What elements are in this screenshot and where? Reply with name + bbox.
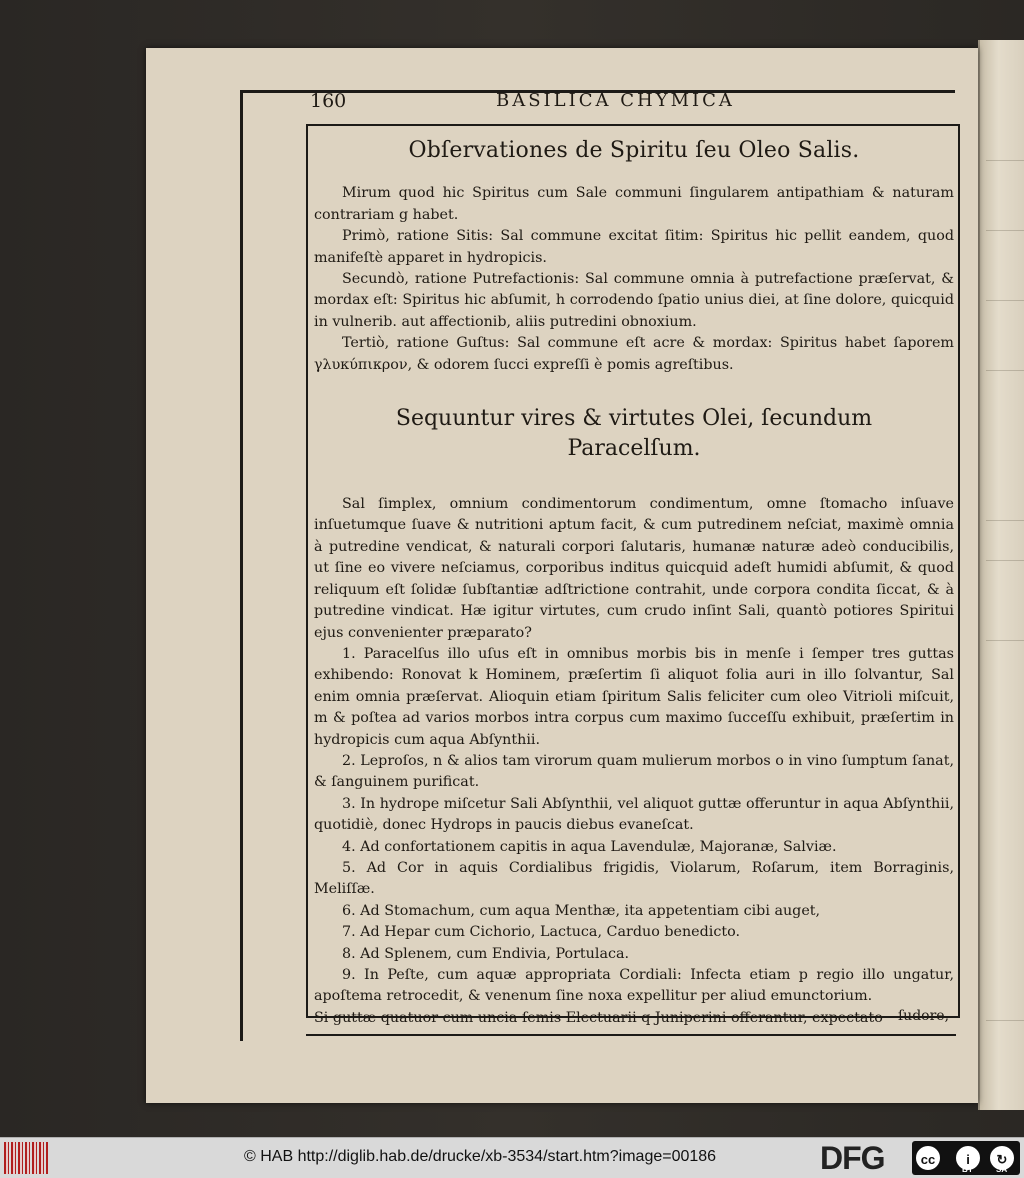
- barcode-icon: [4, 1142, 48, 1174]
- catchword: ſudore,: [898, 1008, 950, 1024]
- list-item: Si guttæ quatuor cum uncia ſemis Electuarii q Juniperini offerantur, expectato: [314, 1009, 883, 1026]
- intro-paragraph: Sal ſimplex, omnium condimentorum condimentum, omne ſtomacho inſuave inſuetumque ſuave & nutritioni aptum facit, & cum putredinem neſciat, maximè omnia à putredine vendicat, & naturali corpori ſalutaris, humanæ naturæ adeò conducibilis, ut ſine eo vivere neſciamus, corporibus inditus quicquid adeſt humidi abſumit, & quod reliquum eſt ſolidæ ſubſtantiæ adſtrictione contrahit, unde corpora condita ſiccat, & à putredine vindicat. Hæ igitur virtutes, cum crudo inſint Sali, quantò potiores Spiritui ejus convenienter præparato?: [314, 496, 954, 641]
- list-item: 5. Ad Cor in aquis Cordialibus frigidis, Violarum, Roſarum, item Borraginis, Meliſſæ.: [314, 859, 954, 898]
- paragraph: Secundò, ratione Putrefactionis: Sal commune omnia à putrefactione præſervat, & mordax eſt: Spiritus hic abſumit, h corrodendo ſpatio unius diei, at ſine dolore, quicquid in vulnerib. aut affectionib, aliis putredini obnoxium.: [314, 271, 954, 330]
- text-block: [314, 130, 954, 1029]
- paragraph: Primò, ratione Sitis: Sal commune excitat ſitim: Spiritus hic pellit eandem, quod manifeſtè apparet in hydropicis.: [314, 228, 954, 266]
- by-label: BY: [962, 1165, 974, 1174]
- cc-license-badge[interactable]: [912, 1141, 1020, 1175]
- paragraph: Mirum quod hic Spiritus cum Sale communi ſingularem antipathiam & naturam contrariam g habet.: [314, 185, 954, 223]
- viewer-footer: [0, 1137, 1024, 1178]
- heading-line: Sequuntur vires & virtutes Olei, ſecundum: [395, 406, 873, 432]
- list-item: 9. In Peſte, cum aquæ appropriata Cordiali: Infecta etiam p regio illo ungatur, apoſtema retrocedit, & venenum ſine noxa expellitur per aliud emunctorium.: [314, 967, 954, 1005]
- running-head: BASILICA CHYMICA: [496, 90, 735, 111]
- share-alike-icon: ↻: [988, 1144, 1016, 1172]
- cc-icon: cc: [914, 1144, 942, 1172]
- page-number: 160: [310, 90, 347, 112]
- list-item: 2. Leproſos, n & alios tam virorum quam mulierum morbos o in vino ſumptum ſanat, & ſanguinem purificat.: [314, 752, 954, 791]
- sa-label: SA: [996, 1165, 1008, 1174]
- list-item: 1. Paracelſus illo uſus eſt in omnibus morbis bis in menſe i ſemper tres guttas exhibendo: Ronovat k Hominem, præſertim ſi aliquot folia auri in illo ſolvantur, Sal enim omnia præſervat. Alioquin etiam ſpiritum Salis feliciter cum oleo Vitrioli miſcuit, m & poſtea ad varios morbos intra corpus cum maximo ſucceſſu exhibuit, præſertim in hydropicis cum aqua Abſynthii.: [314, 645, 954, 748]
- dfg-logo: DFG: [820, 1140, 885, 1176]
- attribution-icon: i: [954, 1144, 982, 1172]
- bottom-rule: [306, 1034, 956, 1036]
- list-item: 8. Ad Splenem, cum Endivia, Portulaca.: [342, 945, 630, 962]
- source-credit-link[interactable]: © HAB http://diglib.hab.de/drucke/xb-3534/start.htm?image=00186: [244, 1148, 717, 1165]
- list-item: 4. Ad confortationem capitis in aqua Lavendulæ, Majoranæ, Salviæ.: [342, 838, 837, 855]
- list-item: 6. Ad Stomachum, cum aqua Menthæ, ita appetentiam cibi auget,: [342, 902, 821, 919]
- paragraph: Tertiò, ratione Guſtus: Sal commune eſt acre & mordax: Spiritus habet ſaporem γλυκύπικρον, & odorem ſucci expreſſi è pomis agreſtibus.: [314, 335, 954, 373]
- adjacent-page-edge: [978, 40, 1024, 1110]
- list-item: 3. In hydrope miſcetur Sali Abſynthii, vel aliquot guttæ offeruntur in aqua Abſynthii, quotidiè, donec Hydrops in paucis diebus evaneſcat.: [314, 795, 954, 834]
- heading-line: Paracelſum.: [567, 436, 701, 462]
- list-item: 7. Ad Hepar cum Cichorio, Lactuca, Carduo benedicto.: [342, 924, 741, 941]
- section-heading-virtues: [314, 404, 954, 464]
- section-heading-observations: Obſervationes de Spiritu ſeu Oleo Salis.: [408, 138, 860, 163]
